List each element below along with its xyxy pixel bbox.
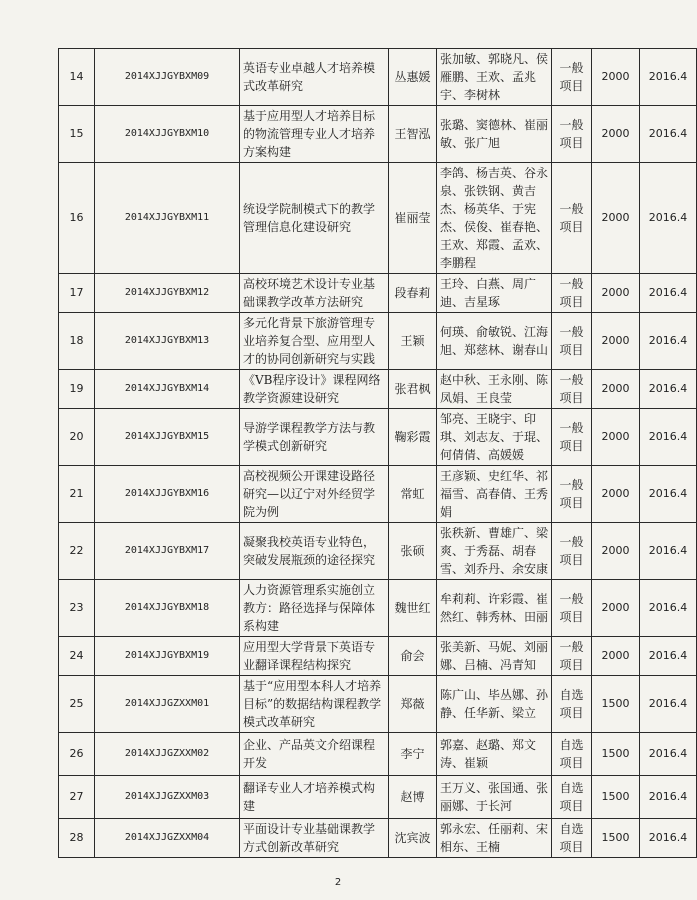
table-row — [59, 523, 697, 580]
project-code: 2014XJJGYBXM15 — [95, 409, 240, 466]
row-number: 16 — [59, 163, 95, 274]
project-leader: 王颖 — [389, 313, 437, 370]
project-leader: 鞠彩霞 — [389, 409, 437, 466]
project-table — [58, 48, 697, 858]
project-type: 一般项目 — [552, 523, 592, 580]
project-leader: 常虹 — [389, 466, 437, 523]
project-leader: 王智泓 — [389, 106, 437, 163]
project-funding: 2000 — [592, 274, 640, 313]
project-members: 邹亮、王晓宇、印琪、刘志友、于琨、何倩倩、高媛媛 — [437, 409, 552, 466]
project-type: 一般项目 — [552, 106, 592, 163]
project-code: 2014XJJGZXXM03 — [95, 776, 240, 819]
row-number: 28 — [59, 819, 95, 858]
project-funding: 2000 — [592, 313, 640, 370]
completion-date: 2016.4 — [640, 637, 697, 676]
project-type: 自选项目 — [552, 776, 592, 819]
row-number: 15 — [59, 106, 95, 163]
project-type: 一般项目 — [552, 637, 592, 676]
project-code: 2014XJJGZXXM04 — [95, 819, 240, 858]
completion-date: 2016.4 — [640, 49, 697, 106]
row-number: 25 — [59, 676, 95, 733]
row-number: 17 — [59, 274, 95, 313]
completion-date: 2016.4 — [640, 106, 697, 163]
table-row — [59, 676, 697, 733]
project-type: 一般项目 — [552, 409, 592, 466]
project-title: 应用型大学背景下英语专业翻译课程结构探究 — [240, 637, 389, 676]
project-code: 2014XJJGYBXM09 — [95, 49, 240, 106]
project-leader: 沈宾波 — [389, 819, 437, 858]
table-row — [59, 106, 697, 163]
table-row — [59, 370, 697, 409]
completion-date: 2016.4 — [640, 313, 697, 370]
project-title: 翻译专业人才培养模式构建 — [240, 776, 389, 819]
project-title: 凝聚我校英语专业特色，突破发展瓶颈的途径探究 — [240, 523, 389, 580]
project-type: 一般项目 — [552, 466, 592, 523]
project-title: 《VB程序设计》课程网络教学资源建设研究 — [240, 370, 389, 409]
project-code: 2014XJJGYBXM19 — [95, 637, 240, 676]
row-number: 26 — [59, 733, 95, 776]
completion-date: 2016.4 — [640, 733, 697, 776]
completion-date: 2016.4 — [640, 274, 697, 313]
table-row — [59, 819, 697, 858]
project-code: 2014XJJGYBXM13 — [95, 313, 240, 370]
project-funding: 2000 — [592, 523, 640, 580]
project-funding: 2000 — [592, 163, 640, 274]
project-leader: 郑薇 — [389, 676, 437, 733]
table-row — [59, 637, 697, 676]
row-number: 23 — [59, 580, 95, 637]
project-title: 高校视频公开课建设路径研究—以辽宁对外经贸学院为例 — [240, 466, 389, 523]
row-number: 14 — [59, 49, 95, 106]
project-members: 牟莉莉、许彩霞、崔然红、韩秀林、田丽 — [437, 580, 552, 637]
project-leader: 段春莉 — [389, 274, 437, 313]
project-title: 企业、产品英文介绍课程开发 — [240, 733, 389, 776]
project-code: 2014XJJGZXXM02 — [95, 733, 240, 776]
table-body — [59, 49, 697, 858]
project-members: 王玲、白燕、周广迪、吉星琢 — [437, 274, 552, 313]
project-members: 赵中秋、王永刚、陈凤娟、王良莹 — [437, 370, 552, 409]
table-row — [59, 466, 697, 523]
project-funding: 1500 — [592, 776, 640, 819]
table-row — [59, 163, 697, 274]
table-row — [59, 733, 697, 776]
completion-date: 2016.4 — [640, 523, 697, 580]
project-type: 一般项目 — [552, 580, 592, 637]
completion-date: 2016.4 — [640, 409, 697, 466]
completion-date: 2016.4 — [640, 370, 697, 409]
row-number: 21 — [59, 466, 95, 523]
project-members: 张璐、窦德林、崔丽敏、张广旭 — [437, 106, 552, 163]
completion-date: 2016.4 — [640, 676, 697, 733]
completion-date: 2016.4 — [640, 466, 697, 523]
project-funding: 2000 — [592, 637, 640, 676]
project-title: 基于应用型人才培养目标的物流管理专业人才培养方案构建 — [240, 106, 389, 163]
completion-date: 2016.4 — [640, 163, 697, 274]
project-funding: 2000 — [592, 409, 640, 466]
project-title: 统设学院制模式下的教学管理信息化建设研究 — [240, 163, 389, 274]
row-number: 27 — [59, 776, 95, 819]
project-code: 2014XJJGZXXM01 — [95, 676, 240, 733]
table-row — [59, 580, 697, 637]
table-row — [59, 776, 697, 819]
row-number: 19 — [59, 370, 95, 409]
table-row — [59, 274, 697, 313]
row-number: 22 — [59, 523, 95, 580]
project-funding: 2000 — [592, 370, 640, 409]
project-type: 一般项目 — [552, 313, 592, 370]
project-code: 2014XJJGYBXM17 — [95, 523, 240, 580]
project-title: 人力资源管理系实施创立教方：路径选择与保障体系构建 — [240, 580, 389, 637]
project-leader: 俞会 — [389, 637, 437, 676]
project-funding: 2000 — [592, 466, 640, 523]
project-funding: 2000 — [592, 49, 640, 106]
project-code: 2014XJJGYBXM14 — [95, 370, 240, 409]
project-type: 自选项目 — [552, 676, 592, 733]
project-members: 张加敏、郭晓凡、侯雁鹏、王欢、孟兆宇、李树林 — [437, 49, 552, 106]
project-leader: 丛惠媛 — [389, 49, 437, 106]
completion-date: 2016.4 — [640, 819, 697, 858]
project-funding: 1500 — [592, 733, 640, 776]
project-title: 多元化背景下旅游管理专业培养复合型、应用型人才的协同创新研究与实践 — [240, 313, 389, 370]
project-leader: 魏世红 — [389, 580, 437, 637]
project-members: 王彦颖、史红华、祁福雪、高春倩、王秀娟 — [437, 466, 552, 523]
project-code: 2014XJJGYBXM16 — [95, 466, 240, 523]
row-number: 24 — [59, 637, 95, 676]
project-title: 英语专业卓越人才培养模式改革研究 — [240, 49, 389, 106]
project-funding: 1500 — [592, 676, 640, 733]
project-funding: 2000 — [592, 106, 640, 163]
project-members: 郭永宏、任丽莉、宋相东、王楠 — [437, 819, 552, 858]
project-funding: 1500 — [592, 819, 640, 858]
project-members: 张美新、马妮、刘丽娜、吕楠、冯青知 — [437, 637, 552, 676]
project-type: 一般项目 — [552, 370, 592, 409]
table-row — [59, 313, 697, 370]
project-members: 李鸽、杨吉英、谷永泉、张铁钢、黄吉杰、杨英华、于宪杰、侯俊、崔春艳、王欢、郑霞、孟欢、李鹏程 — [437, 163, 552, 274]
completion-date: 2016.4 — [640, 776, 697, 819]
project-title: 平面设计专业基础课教学方式创新改革研究 — [240, 819, 389, 858]
project-members: 张秩新、曹雄广、梁爽、于秀磊、胡春雪、刘乔丹、余安康 — [437, 523, 552, 580]
project-funding: 2000 — [592, 580, 640, 637]
project-title: 高校环境艺术设计专业基础课教学改革方法研究 — [240, 274, 389, 313]
project-leader: 张君枫 — [389, 370, 437, 409]
project-members: 王万义、张国通、张丽娜、于长河 — [437, 776, 552, 819]
row-number: 18 — [59, 313, 95, 370]
row-number: 20 — [59, 409, 95, 466]
completion-date: 2016.4 — [640, 580, 697, 637]
project-members: 陈广山、毕丛娜、孙静、任华新、梁立 — [437, 676, 552, 733]
project-title: 基于“应用型本科人才培养目标”的数据结构课程教学模式改革研究 — [240, 676, 389, 733]
table-row — [59, 409, 697, 466]
project-title: 导游学课程教学方法与教学模式创新研究 — [240, 409, 389, 466]
project-type: 自选项目 — [552, 733, 592, 776]
project-code: 2014XJJGYBXM10 — [95, 106, 240, 163]
project-leader: 李宁 — [389, 733, 437, 776]
project-type: 一般项目 — [552, 49, 592, 106]
project-leader: 张硕 — [389, 523, 437, 580]
project-code: 2014XJJGYBXM11 — [95, 163, 240, 274]
project-leader: 赵博 — [389, 776, 437, 819]
project-members: 郭嘉、赵璐、郑文涛、崔颖 — [437, 733, 552, 776]
project-code: 2014XJJGYBXM18 — [95, 580, 240, 637]
project-type: 自选项目 — [552, 819, 592, 858]
project-type: 一般项目 — [552, 274, 592, 313]
project-leader: 崔丽莹 — [389, 163, 437, 274]
table-row — [59, 49, 697, 106]
page-number: 2 — [334, 877, 342, 888]
project-code: 2014XJJGYBXM12 — [95, 274, 240, 313]
project-members: 何瑛、俞敏锐、江海旭、郑慈林、谢春山 — [437, 313, 552, 370]
project-type: 一般项目 — [552, 163, 592, 274]
